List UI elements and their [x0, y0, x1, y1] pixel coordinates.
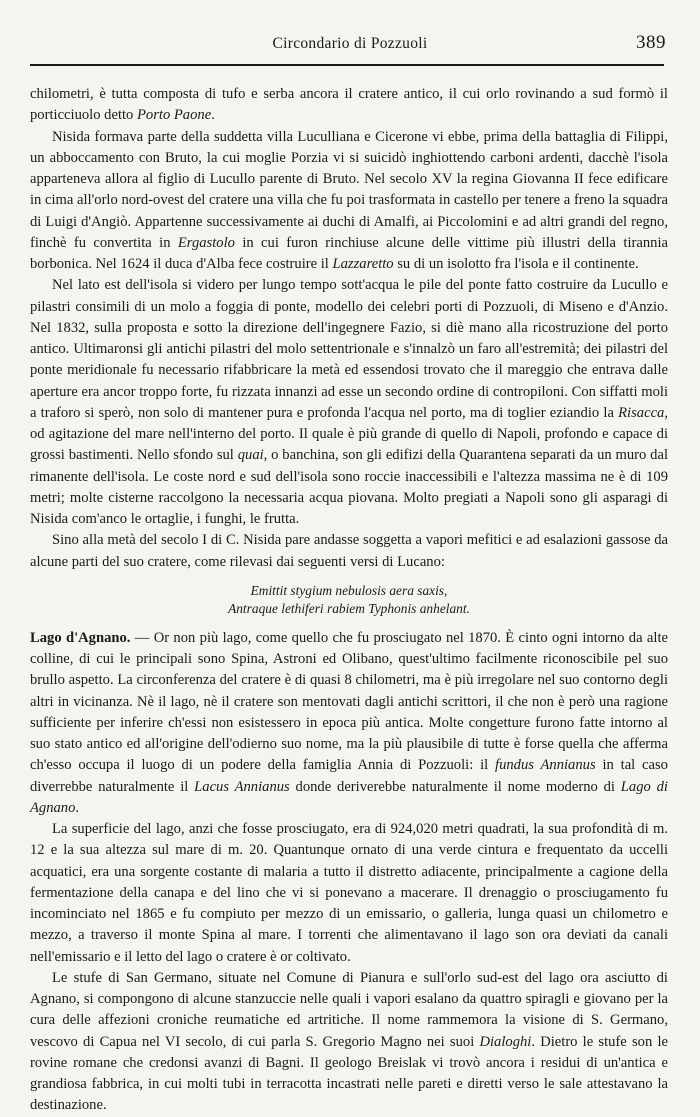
paragraph: Nisida formava parte della suddetta villa Luculliana e Cicerone vi ebbe, prima della battaglia di Filippi, un abboccamento con Bruto, la cui moglie Porzia vi si suicidò inghiottendo carboni ardenti, dacchè l'isola apparteneva allora al figlio di Lucullo parente di Bruto. Nel secolo XV la regina Giovanna II fece edificare in cima all'orlo nord-ovest del cratere una villa che fu poi trasformata in castello per tenere a freno la squadra di Luigi d'Angiò. Appartenne successivamente ai duchi di Amalfi, ai Piccolomini e ad altri grandi del regno, finchè fu convertita in Ergastolo in cui furon rinchiuse alcune delle vittime più illustri della tirannia borbonica. Nel 1624 il duca d'Alba fece costruire il Lazzaretto su di un isolotto fra l'isola e il continente. — [30, 128, 668, 272]
page-body — [30, 84, 668, 1117]
paragraph: Nel lato est dell'isola si videro per lungo tempo sott'acqua le pile del ponte fatto costruire da Lucullo e pilastri consimili di un molo a foggia di ponte, modello dei celebri porti di Pozzuoli, di Miseno e d'Anzio. Nel 1832, sulla proposta e sotto la direzione dell'ingegnere Fazio, si diè mano alla ricostruzione del porto antico. Ultimaronsi gli antichi pilastri del molo settentrionale e s'innalzò un faro all'estremità; dei pilastri del ponte meridionale fu necessario rifabbricare la metà ed essendosi trovato che il mareggio che entrava dalle aperture era ancor troppo forte, fu rizzata innanzi ad esse un secondo ordine di contropiloni. Con siffatti moli a traforo si sperò, non solo di mantener pura e profonda l'acqua nel porto, ma di toglier eziandio la Risacca, od agitazione del mare nell'interno del porto. Il quale è più grande di quello di Napoli, profondo e capace di grossi bastimenti. Nello sfondo sul quai, o banchina, son gli edifizi della Quarantena separati da un muro dal rimanente dell'isola. Le coste nord e sud dell'isola sono roccie inaccessibili e l'altezza massima ne è di 109 metri; molte cisterne raccolgono la necessaria acqua piovana. Molto pregiati a Napoli sono gli asparagi di Nisida com'anco le ortaglie, i funghi, le frutta. — [30, 277, 668, 527]
paragraph: chilometri, è tutta composta di tufo e serba ancora il cratere antico, il cui orlo rovinando a sud formò il porticciuolo detto Porto Paone. — [30, 86, 668, 124]
page-header — [30, 32, 670, 62]
running-title: Circondario di Pozzuoli — [272, 35, 428, 52]
verse-line: Emittit stygium nebulosis aera saxis, — [250, 582, 448, 598]
header-rule — [30, 64, 664, 66]
paragraph: La superficie del lago, anzi che fosse prosciugato, era di 924,020 metri quadrati, la sua profondità di m. 12 e la sua altezza sul mare di m. 20. Quantunque ornato di una verde cintura e frequentato da uccelli acquatici, era una sorgente costante di malaria a tutto il distretto adiacente, principalmente a cagione della fermentazione della canapa e del lino che vi si ponevano a macerare. Il drenaggio o prosciugamento fu incominciato nel 1865 e fu compiuto per mezzo di un emissario, o galleria, lunga quasi un chilometro e mezzo, a traverso il monte Spina al mare. I torrenti che alimentavano il lago son ora deviati da canali nell'emissario e il letto del lago o cratere è or coltivato. — [30, 821, 668, 965]
paragraph: Sino alla metà del secolo I di C. Nisida pare andasse soggetta a vapori mefitici e ad esalazioni gassose da alcune parti del suo cratere, come rilevasi dai seguenti versi di Lucano: — [30, 532, 668, 570]
paragraph: Le stufe di San Germano, situate nel Comune di Pianura e sull'orlo sud-est del lago ora asciutto di Agnano, si compongono di alcune stanzuccie nelle quali i vapori esalano da quattro spiragli e giovano per la cura delle affezioni croniche reumatiche ed artritiche. Il nome rammemora la visione di S. Germano, vescovo di Capua nel VI secolo, di cui parla S. Gregorio Magno nei suoi Dialoghi. Dietro le stufe son le rovine romane che credonsi avanzi di Bagni. Il geologo Breislak vi trovò ancora i residui di un'antica e grandiosa fabbrica, in cui molti tubi in terracotta incastrati nelle pareti e diretti verso le sale attestavano la destinazione. — [30, 969, 668, 1114]
verse-line: Antraque lethiferi rabiem Typhonis anhelant. — [228, 600, 470, 616]
section-paragraph: Lago d'Agnano. — Or non più lago, come quello che fu prosciugato nel 1870. È cinto ogni intorno da alte colline, di cui le principali sono Spina, Astroni ed Olibano, quest'ultimo facilmente riconoscibile pel suo brullo aspetto. La circonferenza del cratere è di quasi 8 chilometri, ma è più irregolare nel suo contorno degli altri in vicinanza. Nè il lago, nè il cratere son mentovati dagli antichi scrittori, il che non è però una ragione sufficiente per inferire ch'essi non esistessero in epoca più antica. Molte congetture furono fatte intorno al suo stato antico ed all'origine dell'odierno suo nome, ma la più plausibile di tutte è forse quella che afferma ch'esso occupa il luogo di un podere della famiglia Annia di Pozzuoli: il fundus Annianus in tal caso diverrebbe naturalmente il Lacus Annianus donde deriverebbe naturalmente il nome moderno di Lago di Agnano. — [30, 629, 668, 816]
section-title: Lago d'Agnano. — [30, 629, 131, 646]
verse-quotation — [30, 582, 668, 618]
page-number: 389 — [636, 32, 666, 53]
